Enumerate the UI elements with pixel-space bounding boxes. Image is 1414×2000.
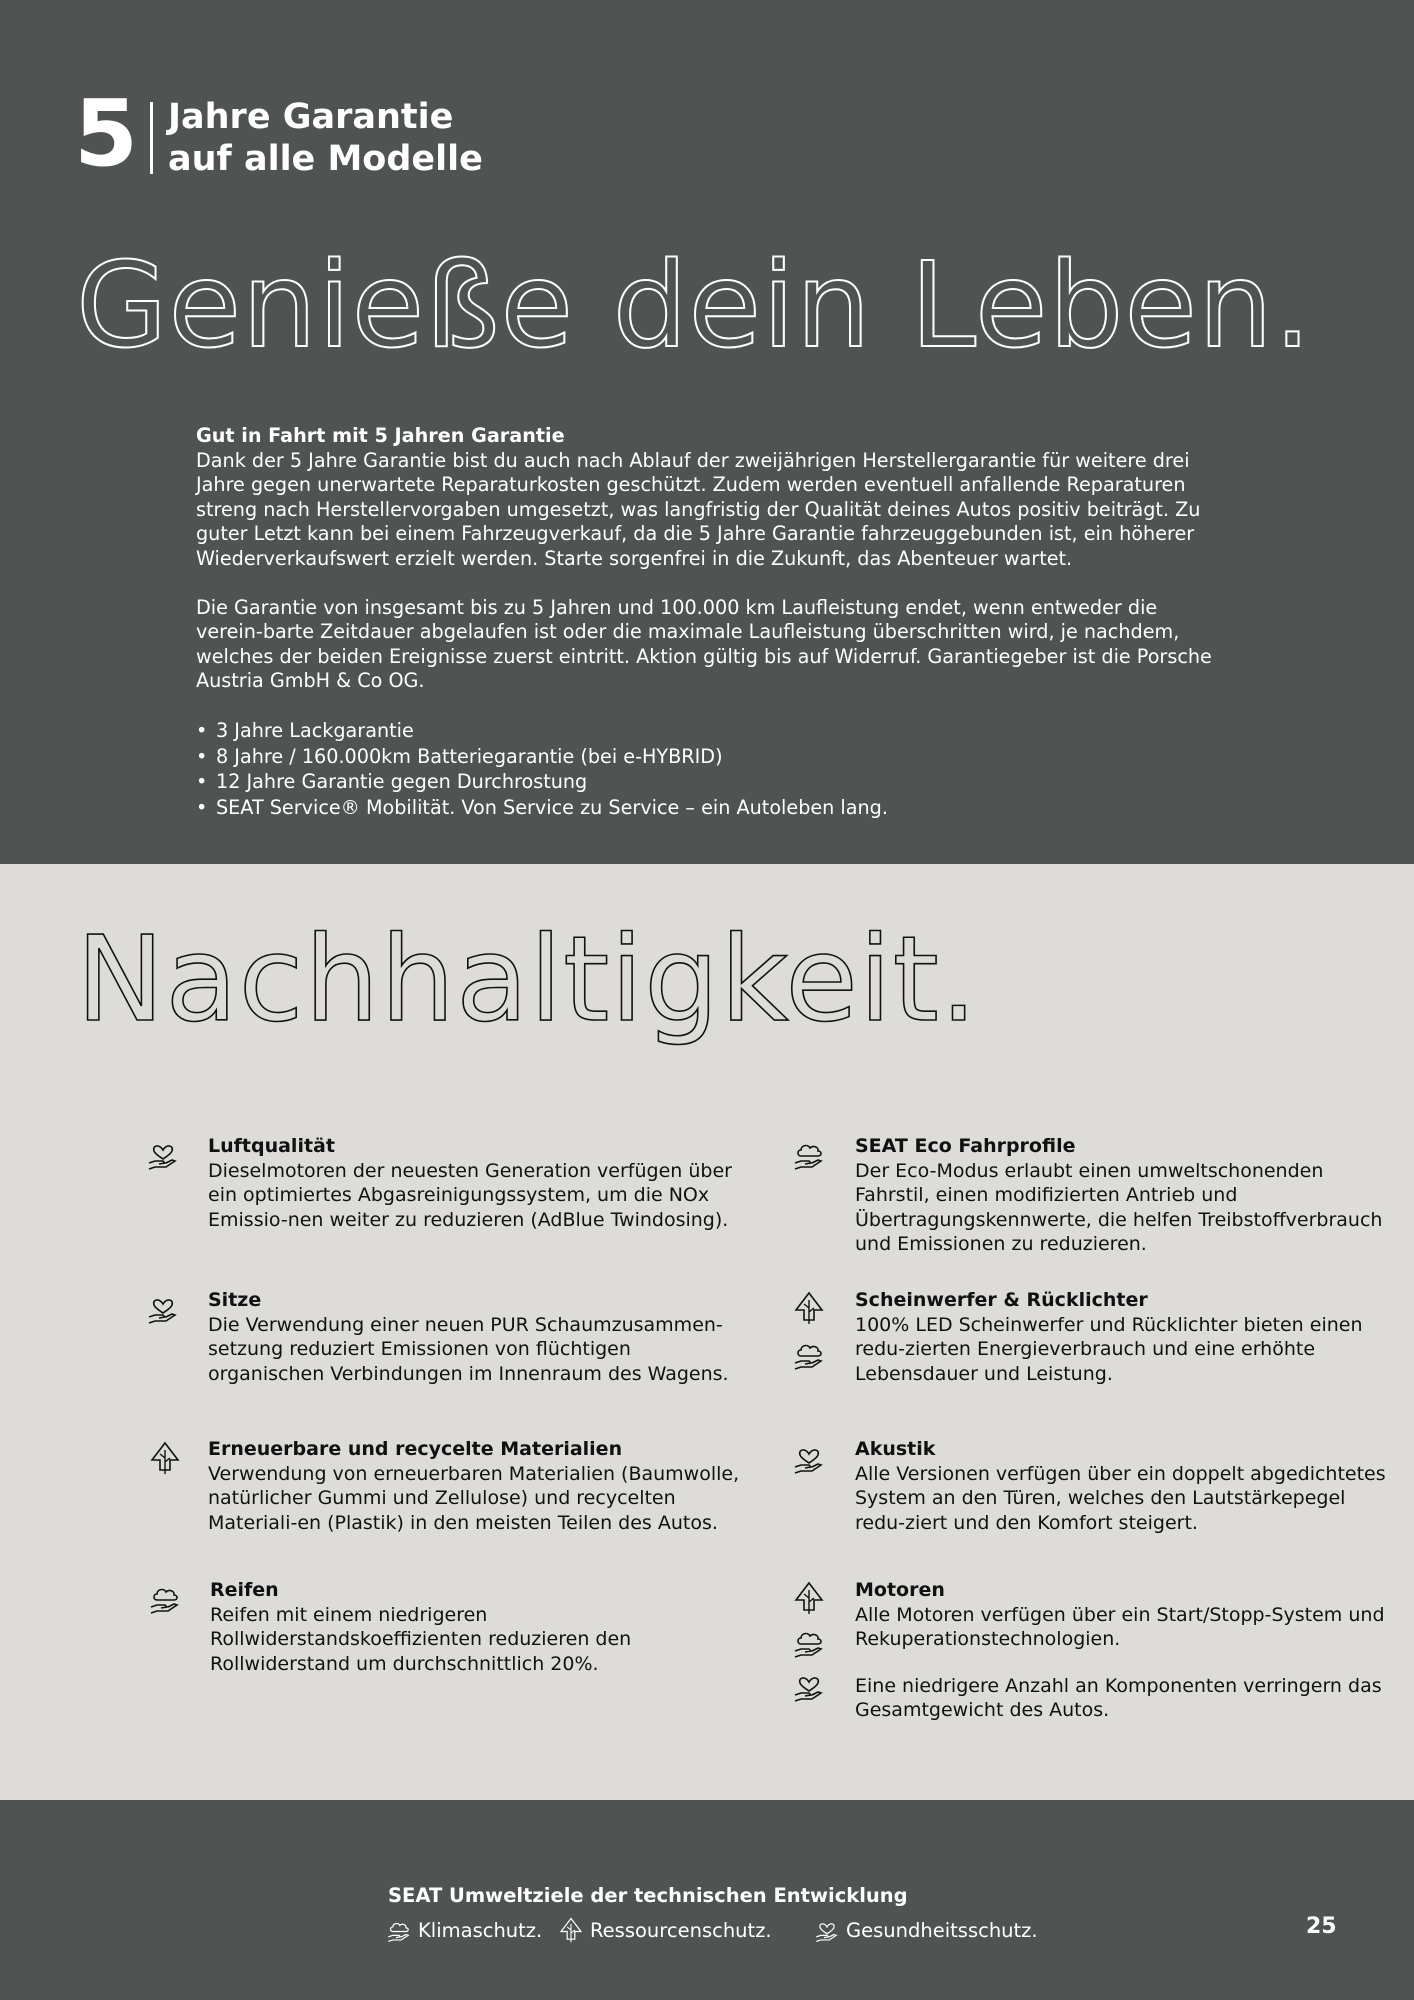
feature-text: Der Eco-Modus erlaubt einen umweltschonenden Fahrstil, einen modifizierten Antrieb und Übertragungskennwerte, die helfen Treibstoffverbrauch und Emissionen zu reduzieren. (855, 1159, 1383, 1255)
footer-ressourcenschutz (558, 1916, 772, 1944)
heart-hand-icon (146, 1290, 180, 1326)
feature-reifen (210, 1578, 760, 1676)
intro-paragraph-1: Dank der 5 Jahre Garantie bist du auch nach Ablauf der zweijährigen Herstellergarantie für weitere drei Jahre gegen unerwartete Reparaturkosten geschützt. Zudem werden eventuell anfallende Reparaturen streng nach Herstellervorgaben umgesetzt, was langfristig der Qualität deines Autos positiv beiträgt. Zu guter Letzt kann bei einem Fahrzeugverkauf, da die 5 Jahre Garantie fahrzeuggebunden ist, ein höherer Wiederverkaufswert erzielt werden. Starte sorgenfrei in die Zukunft, das Abenteuer wartet. (196, 448, 1201, 570)
feature-title: Scheinwerfer & Rücklichter (855, 1289, 1148, 1311)
badge-number: 5 (74, 80, 139, 187)
heart-hand-icon (792, 1440, 826, 1476)
warranty-intro (196, 424, 1216, 820)
badge-text (168, 96, 483, 180)
feature-title: Erneuerbare und recycelte Materialien (208, 1438, 623, 1460)
feature-text: 100% LED Scheinwerfer und Rücklichter bieten einen redu-zierten Energieverbrauch und eine erhöhte Lebensdauer und Leistung. (855, 1313, 1363, 1385)
footer-klimaschutz (386, 1916, 542, 1944)
warranty-section (0, 0, 1414, 864)
feature-text: Die Verwendung einer neuen PUR Schaumzusammen-setzung reduziert Emissionen von flüchtigen organischen Verbindungen im Innenraum des Wagens. (208, 1313, 729, 1385)
leaf-recycle-icon (792, 1580, 826, 1616)
heart-hand-icon (814, 1916, 840, 1944)
badge-line-1: Jahre Garantie (168, 97, 454, 137)
cloud-hand-icon (792, 1624, 826, 1660)
feature-eco-fahrprofile (855, 1134, 1400, 1257)
bullet-item: • 8 Jahre / 160.000km Batteriegarantie (bei e-HYBRID) (196, 744, 1216, 770)
feature-text-2: Eine niedrigere Anzahl an Komponenten verringern das Gesamtgewicht des Autos. (855, 1674, 1382, 1721)
feature-title: Luftqualität (208, 1135, 335, 1157)
feature-title: Motoren (855, 1579, 945, 1601)
feature-title: SEAT Eco Fahrprofile (855, 1135, 1076, 1157)
intro-paragraph-2: Die Garantie von insgesamt bis zu 5 Jahren und 100.000 km Laufleistung endet, wenn entweder die verein-barte Zeitdauer abgelaufen ist oder die maximale Laufleistung überschritten wird, je nachdem, welches der beiden Ereignisse zuerst eintritt. Aktion gültig bis auf Widerruf. Garantiegeber ist die Porsche Austria GmbH & Co OG. (196, 595, 1212, 692)
footer-title: SEAT Umweltziele der technischen Entwicklung (388, 1884, 908, 1907)
headline-geniesse: Genieße dein Leben. (76, 236, 1313, 374)
feature-text: Verwendung von erneuerbaren Materialien (Baumwolle, natürlicher Gummi und Zellulose) und recycelten Materiali-en (Plastik) in den meisten Teilen des Autos. (208, 1462, 740, 1534)
badge-line-2: auf alle Modelle (168, 139, 483, 179)
cloud-hand-icon (792, 1136, 826, 1172)
bullet-item: • 12 Jahre Garantie gegen Durchrostung (196, 769, 1216, 795)
feature-title: Akustik (855, 1438, 936, 1460)
feature-motoren (855, 1578, 1400, 1723)
feature-text: Alle Motoren verfügen über ein Start/Stopp-System und Rekuperationstechnologien. (855, 1603, 1385, 1650)
feature-akustik (855, 1437, 1400, 1535)
leaf-recycle-icon (792, 1290, 826, 1326)
feature-text: Reifen mit einem niedrigeren Rollwiderstandskoeffizienten reduzieren den Rollwiderstand um durchschnittlich 20%. (210, 1603, 632, 1675)
cloud-hand-icon (792, 1336, 826, 1372)
bullet-item: • 3 Jahre Lackgarantie (196, 718, 1216, 744)
badge-divider (150, 102, 153, 174)
feature-sitze (208, 1288, 748, 1386)
feature-title: Reifen (210, 1579, 279, 1601)
cloud-hand-icon (148, 1580, 182, 1616)
cloud-hand-icon (386, 1916, 412, 1944)
footer-gesundheitsschutz-label: Gesundheitsschutz. (846, 1918, 1038, 1942)
feature-text: Alle Versionen verfügen über ein doppelt abgedichtetes System an den Türen, welches den Lautstärkepegel redu-ziert und den Komfort steigert. (855, 1462, 1386, 1534)
feature-text: Dieselmotoren der neuesten Generation verfügen über ein optimiertes Abgasreinigungssystem, um die NOx Emissio-nen weiter zu reduzieren (AdBlue Twindosing). (208, 1159, 732, 1231)
page-number: 25 (1306, 1914, 1337, 1939)
headline-nachhaltigkeit: Nachhaltigkeit. (76, 910, 979, 1048)
heart-hand-icon (146, 1136, 180, 1172)
bullet-item: • SEAT Service® Mobilität. Von Service zu Service – ein Autoleben lang. (196, 795, 1216, 821)
heart-hand-icon (792, 1668, 826, 1704)
leaf-recycle-icon (148, 1440, 182, 1476)
leaf-recycle-icon (558, 1916, 584, 1944)
footer-klimaschutz-label: Klimaschutz. (418, 1918, 543, 1942)
intro-lead: Gut in Fahrt mit 5 Jahren Garantie (196, 424, 565, 447)
feature-materialien (208, 1437, 758, 1535)
feature-scheinwerfer (855, 1288, 1400, 1386)
footer-ressourcenschutz-label: Ressourcenschutz. (590, 1918, 772, 1942)
footer-gesundheitsschutz (814, 1916, 1038, 1944)
feature-title: Sitze (208, 1289, 262, 1311)
warranty-bullet-list (196, 718, 1216, 820)
feature-luftqualitaet (208, 1134, 748, 1232)
